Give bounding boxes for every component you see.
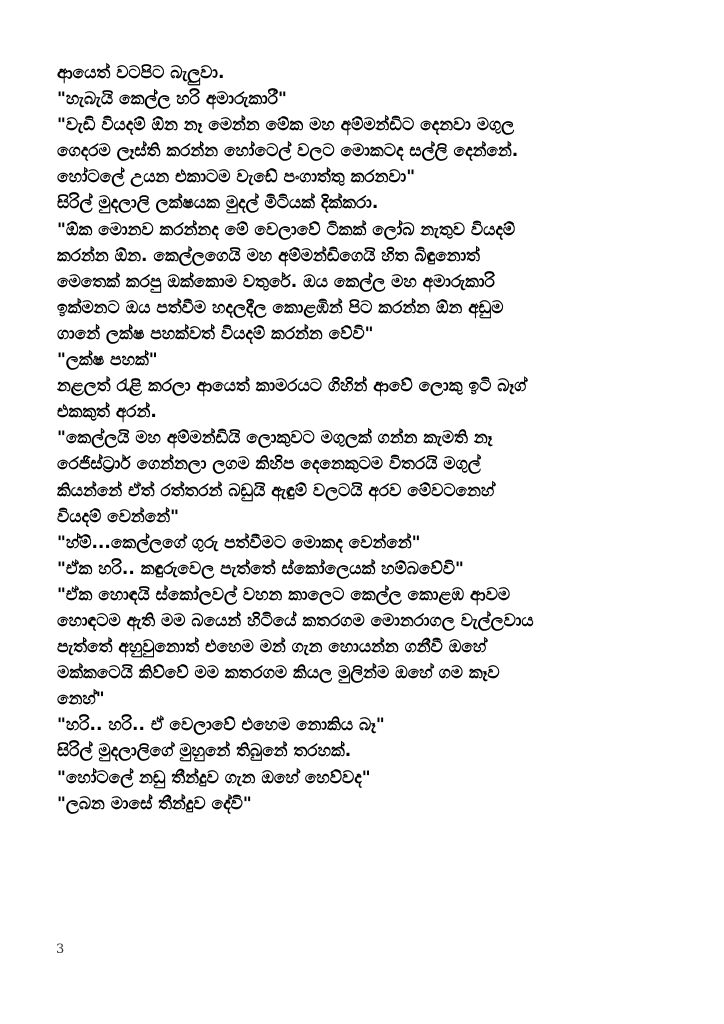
body-text [57, 60, 677, 817]
text-line: කරන්න ඕන. කෙල්ලගෙයි මහ අම්මන්ඩිගෙයි හිත බිඳුනොත් [57, 245, 480, 266]
text-line: නළලත් රැළි කරලා ආයෙත් කාමරයට ගිහින් ආවේ ලොකු ඉටි බෑග් [57, 376, 527, 397]
text-line: හොඳටම ඇති මම බයෙන් හිටියේ කතරගම මොනරාගල වැල්ලවාය [57, 610, 534, 631]
text-line: රෙජිස්ට්‍රාර් ගෙන්නලා ලගම කිහිප දෙනෙකුටම විතරයි මගුල් [57, 454, 481, 475]
text-line: ගෙදරම ලෑස්ති කරන්න හෝටෙල් වලට මොකටද සල්ලි දෙන්නේ. [57, 141, 519, 162]
text-line: "වැඩි වියදම් ඕන නෑ මෙන්න මේක මහ අම්මන්ඩිට දෙනවා මගුල [57, 115, 515, 136]
text-line: "හෝටලේ නඩු තීන්දුව ගැන ඔහේ හෙව්වද" [57, 767, 371, 788]
text-line: එකකුත් අරන්. [57, 402, 157, 423]
page-number: 3 [56, 942, 65, 957]
text-line: හෝටලේ උයන එකාටම වැඩේ පංගාත්තු කරනවා" [57, 167, 416, 188]
text-line: ඉක්මනට ඔය පත්වීම හදලදීල කොළඹින් පිට කරන්න ඕන අඩුම [57, 297, 504, 318]
text-line: "ඒක හොඳයි ස්කෝලවල් වහන කාලෙට කෙල්ල කොළඹ ආවම [57, 584, 511, 605]
text-line: වියදම් වෙන්නේ" [57, 506, 179, 527]
text-line: ආයෙත් වටපිට බැලුවා. [57, 63, 225, 83]
text-line: "ලබන මාසේ තීන්දුව දේවි" [57, 793, 252, 814]
text-line: සිරිල් මුදලාලි ලක්ෂයක මුදල් මිටියක් දික්කරා. [57, 193, 379, 214]
text-line: ගානේ ලක්ෂ පහක්වත් වියදම් කරන්න වේවි" [57, 323, 374, 344]
text-line: සිරිල් මුදලාලිගේ මුහුනේ තිබුනේ තරහක්. [57, 741, 352, 762]
text-line: "හ්ම්...කෙල්ලගේ ගුරු පත්වීමට මොකද වෙන්නේ" [57, 532, 421, 553]
text-line: "ඕක මොනව කරන්නද මේ වෙලාවේ ටිකක් ලෝබ නැතුව වියදම් [57, 219, 516, 240]
text-line: පැත්තේ අහුවුනොත් එහෙම මන් ගැන හොයන්න ගනීවී ඔහේ [57, 637, 487, 658]
text-line: "ලක්ෂ පහක්" [57, 350, 158, 371]
text-line: නෙහ්" [57, 689, 105, 710]
text-line: "හැබැයි කෙල්ල හරි අමාරුකාරී" [57, 89, 287, 110]
text-line: මෙතෙක් කරපු ඔක්කොම වතුරේ. ඔය කෙල්ල මහ අමාරුකාරි [57, 271, 495, 292]
text-line: "කෙල්ලයි මහ අම්මන්ඩියි ලොකුවට මගුලක් ගන්න කැමති නෑ [57, 428, 493, 449]
text-line: කියන්නේ ඒත් රත්තරන් බඩුයි ඇඳුම් වලටයි අරව මේවටනෙහ් [57, 480, 495, 501]
text-line: "ඒක හරි.. කඳුරුවෙල පැත්තේ ස්කෝලෙයක් හම්බවේවි" [57, 558, 464, 579]
text-line: මක්කටෙයි කිව්වේ මම කතරගම කියල මුලින්ම ඔහේ ගම කෑව [57, 663, 500, 684]
text-line: "හරි.. හරි.. ඒ වෙලාවේ එහෙම නොකිය බෑ" [57, 715, 385, 736]
